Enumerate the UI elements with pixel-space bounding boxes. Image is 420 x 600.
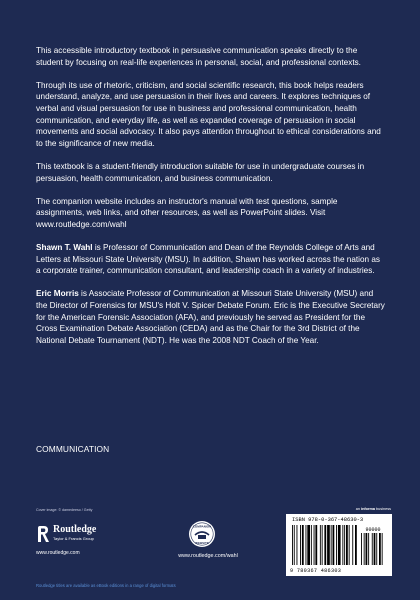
informa-prefix: an [355,507,362,511]
barcode-bar [336,525,337,565]
barcode-addon-bar [361,533,362,565]
back-cover-text [36,45,386,358]
barcode-bars [291,525,387,567]
author-bio-2 [36,288,386,346]
barcode-bar [300,525,301,565]
barcode-bar [307,525,310,565]
barcode-addon-digits: 90000 [365,527,381,533]
informa-suffix: business [374,507,391,511]
barcode-bar [346,525,348,565]
publisher-group: Taylor & Francis Group [53,536,94,541]
barcode-addon-bar [382,533,383,565]
companion-website-block [162,520,262,564]
barcode-addon-bar [376,533,377,565]
barcode-bar [315,525,317,565]
barcode-bar [292,525,293,565]
barcode-bar [324,525,326,565]
barcode-digits: 9 780367 486303 [290,568,342,574]
author-bio-1 [36,242,386,277]
barcode-bar [342,525,343,565]
description-paragraph-2: Through its use of rhetoric, criticism, and social scientific research, this book helps readers understand, analyze, and use persuasion in their lives and careers. It explores techniques of verbal and visual persuasion for use in business and professional communication, health communication, and everyday life, as well as expanded coverage of persuasion in social movements and social advocacy. It also pays attention throughout to ethical considerations and to the significance of new media. [36,80,381,148]
cover-image-credit: Cover image: © damedeeso / Getty [36,508,93,512]
companion-website-paragraph: The companion website includes an instructor's manual with test questions, sample assignments, web links, and other resources, as well as PowerPoint slides. Visit www.routledge.com/wahl [36,196,338,229]
barcode-bar [344,525,345,565]
barcode-bar [297,525,298,565]
badge-text-bottom: WEBSITE [195,541,209,546]
barcode-addon-bar [366,533,368,565]
description-paragraph-3: This textbook is a student-friendly introduction suitable for use in undergraduate courses in persuasion, health communication, and business communication. [36,161,365,183]
ebook-availability-note: Routledge titles are available as eBook editions in a range of digital formats [36,583,176,588]
barcode-bar [302,525,304,565]
publisher-url[interactable]: www.routledge.com [36,550,80,556]
barcode-bar [306,525,307,565]
barcode-bar [294,525,295,565]
barcode-addon-bar [374,533,376,565]
author-bio-text-1: is Professor of Communication and Dean of the Reynolds College of Arts and Letters at Missouri State University (MSU). In addition, Shawn has worked across the nation as a corporate trainer, communication consultant, and leadership coach in a variety of industries. [36,243,381,276]
author-name-1: Shawn T. Wahl [36,243,93,253]
routledge-logo [36,522,110,562]
barcode-addon-bar [372,533,373,565]
barcode-bar [314,525,315,565]
barcode-bar [331,525,332,565]
barcode-addon-bar [379,533,381,565]
companion-website-icon [188,520,216,548]
publisher-name: Routledge [53,524,97,535]
barcode-bar [311,525,312,565]
routledge-mark-icon [36,525,50,543]
author-name-2: Eric Morris [36,289,79,299]
barcode-bar [338,525,341,565]
companion-url[interactable]: www.routledge.com/wahl [178,553,238,559]
barcode-bar [327,525,330,565]
barcode-bar [352,525,353,565]
description-paragraph-1: This accessible introductory textbook in persuasive communication speaks directly to the student by focusing on real-life experiences in personal, social, and professional contexts. [36,46,361,67]
author-bio-text-2: is Associate Professor of Communication at Missouri State University (MSU) and the Director of Forensics for MSU's Holt V. Spicer Debate Forum. Eric is the Executive Secretary for the American Forensic Association (AFA), and previously he served as President for the Cross Examination Debate Association (CEDA) and as the Chair for the 3rd District of the National Debate Tournament (NDT). He was the 2008 NDT Coach of the Year. [36,289,385,345]
informa-business-tagline [356,507,391,511]
barcode-addon-bar [368,533,369,565]
badge-text-top: COMPANION [192,524,212,529]
barcode-bar [349,525,350,565]
barcode-bar [333,525,335,565]
barcode-bar [322,525,323,565]
isbn-barcode [286,514,392,576]
subject-category: COMMUNICATION [36,444,110,454]
barcode-bar [320,525,321,565]
barcode-addon-bar [364,533,365,565]
informa-word: informa [361,507,375,511]
isbn-number: ISBN 978-0-367-48630-3 [292,517,364,523]
barcode-bar [355,525,357,565]
